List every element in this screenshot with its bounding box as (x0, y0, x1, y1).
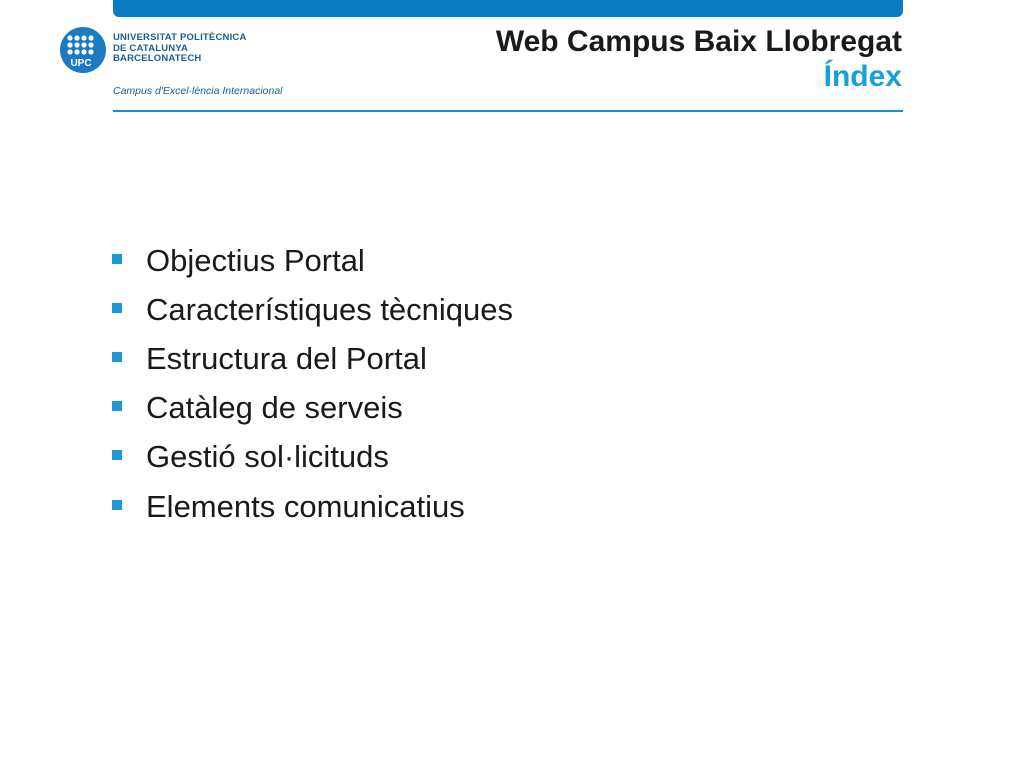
logo-mark-text: UPC (70, 58, 92, 69)
list-item (108, 236, 513, 285)
bullet-text: Gestió sol·licituds (146, 439, 389, 475)
bullet-square-icon (112, 352, 122, 362)
bullet-text: Característiques tècniques (146, 291, 514, 327)
list-item (108, 482, 513, 531)
bullet-square-icon (112, 450, 122, 460)
index-bullet-list (108, 236, 513, 531)
slide-title-block (496, 24, 902, 94)
top-accent-bar (113, 0, 903, 17)
bullet-text: Elements comunicatius (146, 488, 465, 524)
logo-line-3: BARCELONATECH (113, 53, 202, 64)
list-item (108, 334, 513, 383)
list-item (108, 285, 513, 334)
list-item (108, 433, 513, 482)
slide-subtitle: Índex (823, 60, 902, 93)
logo-wordmark (113, 33, 247, 65)
list-item (108, 384, 513, 433)
bullet-text: Objectius Portal (146, 242, 365, 278)
bullet-square-icon (112, 254, 122, 264)
bullet-square-icon (112, 303, 122, 313)
header-divider (113, 110, 903, 112)
slide-title: Web Campus Baix Llobregat (495, 25, 902, 58)
bullet-text: Estructura del Portal (146, 340, 427, 376)
bullet-text: Catàleg de serveis (146, 390, 403, 426)
upc-logo (60, 27, 320, 107)
upc-logo-mark-icon (60, 27, 106, 73)
logo-line-1: UNIVERSITAT POLITÈCNICA (113, 32, 247, 43)
logo-line-2: DE CATALUNYA (113, 42, 189, 54)
bullet-square-icon (112, 500, 122, 510)
logo-campus-subtitle: Campus d'Excel·lència Internacional (113, 85, 283, 97)
bullet-square-icon (112, 401, 122, 411)
